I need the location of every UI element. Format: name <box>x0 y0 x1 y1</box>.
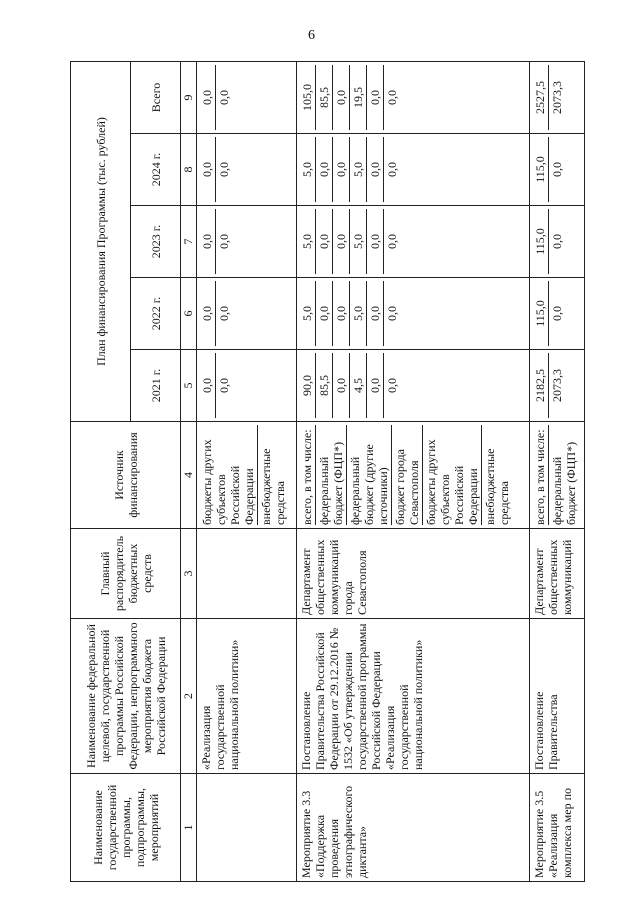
value: 0,0 <box>217 306 231 321</box>
source-item: внебюджетные средства <box>259 448 287 525</box>
value-2021-cell <box>529 350 584 422</box>
federal-program-cell: Постановление Правительства <box>529 619 584 774</box>
value: 4,5 <box>350 353 367 418</box>
value-2022-cell <box>297 278 529 350</box>
source-item: бюджеты других субъектов Российской Федерации <box>199 425 258 525</box>
value-2024-cell <box>297 134 529 206</box>
column-number: 1 <box>181 774 197 882</box>
table-row <box>529 61 584 881</box>
value: 0,0 <box>367 281 384 346</box>
value: 5,0 <box>350 137 367 202</box>
value: 19,5 <box>350 65 367 130</box>
source-item: бюджеты других субъектов Российской Федерации <box>423 425 482 525</box>
value-2023-cell <box>529 206 584 278</box>
value: 85,5 <box>316 353 333 418</box>
column-number: 2 <box>181 619 197 774</box>
source-item: федеральный бюджет (ФЦП*) <box>316 425 347 525</box>
source-cell <box>197 422 297 529</box>
column-number: 7 <box>181 206 197 278</box>
value: 5,0 <box>350 281 367 346</box>
value: 0,0 <box>385 234 400 249</box>
source-item: федеральный бюджет (ФЦП*) <box>549 441 578 525</box>
value: 0,0 <box>549 306 564 321</box>
value: 5,0 <box>299 137 316 202</box>
value: 90,0 <box>299 353 316 418</box>
value-total-cell <box>529 61 584 133</box>
source-cell <box>529 422 584 529</box>
table-row <box>297 61 529 881</box>
value: 2527,5 <box>532 65 549 130</box>
value-2023-cell <box>197 206 297 278</box>
value: 0,0 <box>367 209 384 274</box>
value: 5,0 <box>299 209 316 274</box>
column-number: 5 <box>181 350 197 422</box>
value: 0,0 <box>199 137 216 202</box>
value: 105,0 <box>299 65 316 130</box>
source-item: федеральный бюджет (другие источники) <box>347 425 392 525</box>
federal-program-cell: «Реализация государственной национальной политики» <box>197 619 297 774</box>
value: 0,0 <box>217 378 231 393</box>
table-row <box>197 61 297 881</box>
header-year-2024: 2024 г. <box>131 134 181 206</box>
value: 0,0 <box>333 65 350 130</box>
value: 0,0 <box>549 234 564 249</box>
value: 0,0 <box>316 281 333 346</box>
value-2021-cell <box>297 350 529 422</box>
column-number: 4 <box>181 422 197 529</box>
header-federal-program: Наименование федеральной целевой, государственной программы Российской Федерации, непрограммного мероприятия бюджета Российской Федерации <box>71 619 181 774</box>
header-year-2022: 2022 г. <box>131 278 181 350</box>
rotated-table-page <box>70 62 585 882</box>
source-cell <box>297 422 529 529</box>
manager-cell: Департамент общественных коммуникаций города Севастополя <box>297 529 529 619</box>
value: 0,0 <box>217 234 231 249</box>
value: 0,0 <box>199 353 216 418</box>
value-2024-cell <box>197 134 297 206</box>
header-year-2023: 2023 г. <box>131 206 181 278</box>
value: 0,0 <box>217 162 231 177</box>
value: 5,0 <box>350 209 367 274</box>
value: 0,0 <box>385 378 400 393</box>
financing-table <box>70 61 585 882</box>
header-funding-source: Источник финансирования <box>71 422 181 529</box>
source-item: внебюджетные средства <box>483 448 512 525</box>
source-item: всего, в том числе: <box>299 425 316 525</box>
value: 0,0 <box>333 281 350 346</box>
value: 115,0 <box>532 209 549 274</box>
value: 0,0 <box>199 209 216 274</box>
value: 2073,3 <box>549 369 564 402</box>
value: 0,0 <box>385 162 400 177</box>
manager-cell <box>197 529 297 619</box>
value: 0,0 <box>367 137 384 202</box>
page-number: 6 <box>308 28 315 43</box>
value: 0,0 <box>385 306 400 321</box>
column-number: 8 <box>181 134 197 206</box>
value: 0,0 <box>549 162 564 177</box>
header-total: Всего <box>131 61 181 133</box>
value: 0,0 <box>199 281 216 346</box>
event-name-cell: Мероприятие 3.5 «Реализация комплекса мер по <box>529 774 584 882</box>
value-2022-cell <box>529 278 584 350</box>
value: 85,5 <box>316 65 333 130</box>
source-item: бюджет города Севастополя <box>392 425 423 525</box>
value: 0,0 <box>385 89 400 105</box>
value-2021-cell <box>197 350 297 422</box>
source-item: всего, в том числе: <box>532 425 549 525</box>
header-year-2021: 2021 г. <box>131 350 181 422</box>
event-name-cell: Мероприятие 3.3 «Поддержка проведения этнографического диктанта» <box>297 774 529 882</box>
column-number: 3 <box>181 529 197 619</box>
value-total-cell <box>297 61 529 133</box>
federal-program-cell: Постановление Правительства Российской Федерации от 29.12.2016 № 1532 «Об утверждении государственной программы Российской Федерации «Реализация государственной национальной политики» <box>297 619 529 774</box>
value-2022-cell <box>197 278 297 350</box>
header-budget-manager: Главный распорядитель бюджетных средств <box>71 529 181 619</box>
value: 0,0 <box>316 209 333 274</box>
value: 0,0 <box>367 65 384 130</box>
event-name-cell <box>197 774 297 882</box>
value: 2182,5 <box>532 353 549 418</box>
value: 0,0 <box>316 137 333 202</box>
value-2023-cell <box>297 206 529 278</box>
value: 0,0 <box>333 353 350 418</box>
value: 2073,3 <box>549 80 564 114</box>
value-2024-cell <box>529 134 584 206</box>
value: 0,0 <box>333 137 350 202</box>
value: 0,0 <box>217 89 231 105</box>
header-financing-plan: План финансирования Программы (тыс. рублей) <box>71 61 131 421</box>
column-number: 9 <box>181 61 197 133</box>
value: 0,0 <box>199 65 216 130</box>
value: 0,0 <box>367 353 384 418</box>
value: 115,0 <box>532 137 549 202</box>
value: 0,0 <box>333 209 350 274</box>
manager-cell: Департамент общественных коммуникаций <box>529 529 584 619</box>
value-total-cell <box>197 61 297 133</box>
value: 115,0 <box>532 281 549 346</box>
column-number: 6 <box>181 278 197 350</box>
value: 5,0 <box>299 281 316 346</box>
header-program-name: Наименование государственной программы, подпрограммы, мероприятий <box>71 774 181 882</box>
